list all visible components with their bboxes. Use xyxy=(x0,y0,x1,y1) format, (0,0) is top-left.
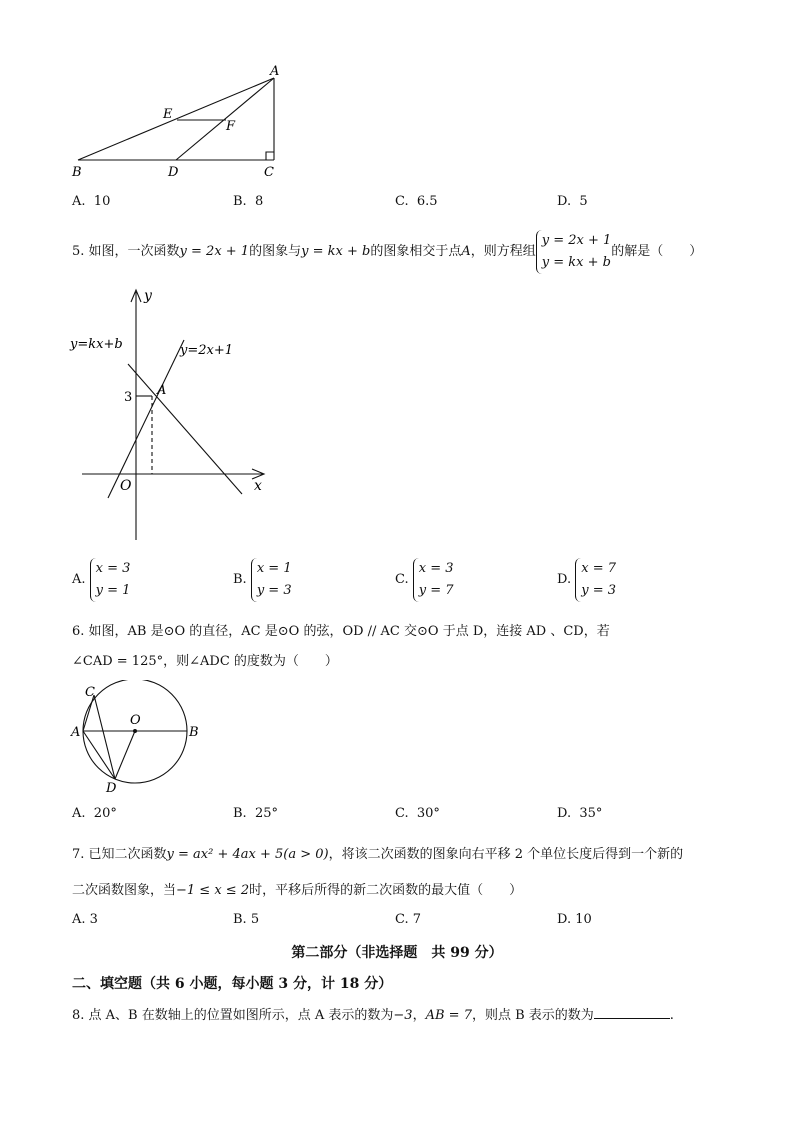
q6-option-b[interactable]: B. 25° xyxy=(233,806,278,821)
q5-stem: 5. 如图，一次函数y = 2x + 1的图象与y = kx + b的图象相交于点A，则方程组y = 2x + 1 y = kx + b的解是（ ） xyxy=(72,228,702,276)
q7-option-d[interactable]: D. 10 xyxy=(557,912,592,927)
label-D: D xyxy=(168,165,179,180)
point-A-label: A xyxy=(157,383,167,398)
q7-options xyxy=(72,912,692,934)
q7-option-b[interactable]: B. 5 xyxy=(233,912,260,927)
label-F: F xyxy=(226,119,236,134)
label-C: C xyxy=(85,685,95,700)
q6-option-a[interactable]: A. 20° xyxy=(72,806,117,821)
label-C: C xyxy=(264,165,274,180)
q6-option-d[interactable]: D. 35° xyxy=(557,806,603,821)
q5-option-a[interactable]: A. x = 3 y = 1 xyxy=(72,556,130,604)
q6-stem-line1: 6. 如图，AB 是⊙O 的直径，AC 是⊙O 的弦，OD // AC 交⊙O 于点 D，连接 AD 、CD，若 xyxy=(72,624,610,639)
triangle-figure xyxy=(66,62,286,182)
q4-option-d[interactable]: D. 5 xyxy=(557,194,588,209)
line-kx-label: y=kx+b xyxy=(70,337,123,352)
q4-option-c[interactable]: C. 6.5 xyxy=(395,194,438,209)
y-axis-label: y xyxy=(144,288,152,304)
part-title: 第二部分（非选择题 共 99 分） xyxy=(291,945,503,961)
tick-3-label: 3 xyxy=(124,390,133,405)
origin-label: O xyxy=(120,478,132,494)
x-axis-label: x xyxy=(254,478,262,494)
q6-options xyxy=(72,806,692,828)
q4-option-b[interactable]: B. 8 xyxy=(233,194,264,209)
label-E: E xyxy=(163,107,173,122)
q7-stem-line1: 7. 已知二次函数y = ax² + 4ax + 5(a > 0)，将该二次函数的图象向右平移 2 个单位长度后得到一个新的 xyxy=(72,847,684,862)
label-B: B xyxy=(72,165,82,180)
label-A: A xyxy=(270,64,280,79)
q4-option-a[interactable]: A. 10 xyxy=(72,194,111,209)
q7-option-c[interactable]: C. 7 xyxy=(395,912,422,927)
q4-options xyxy=(72,194,692,216)
coordinate-graph xyxy=(66,282,286,544)
answer-blank[interactable] xyxy=(594,1005,670,1019)
label-B: B xyxy=(189,725,199,740)
q5-options xyxy=(72,556,692,606)
q5-option-c[interactable]: C. x = 3 y = 7 xyxy=(395,556,454,604)
line-2x-label: y=2x+1 xyxy=(180,343,234,358)
section-title: 二、填空题（共 6 小题，每小题 3 分，计 18 分） xyxy=(72,976,393,992)
q8-stem: 8. 点 A、B 在数轴上的位置如图所示，点 A 表示的数为−3，AB = 7，则点 B 表示的数为 . xyxy=(72,1004,674,1023)
q6-stem-line2: ∠CAD = 125°，则∠ADC 的度数为（ ） xyxy=(72,654,338,669)
q6-option-c[interactable]: C. 30° xyxy=(395,806,440,821)
q5-option-b[interactable]: B. x = 1 y = 3 xyxy=(233,556,292,604)
q7-stem-line2: 二次函数图象，当−1 ≤ x ≤ 2时，平移后所得的新二次函数的最大值（ ） xyxy=(72,883,523,898)
equation-system: y = 2x + 1 y = kx + b xyxy=(536,230,612,274)
q5-option-d[interactable]: D. x = 7 y = 3 xyxy=(557,556,616,604)
q7-option-a[interactable]: A. 3 xyxy=(72,912,98,927)
label-A: A xyxy=(71,725,81,740)
label-O: O xyxy=(130,713,141,728)
label-D: D xyxy=(106,781,117,796)
circle-figure xyxy=(66,680,216,796)
